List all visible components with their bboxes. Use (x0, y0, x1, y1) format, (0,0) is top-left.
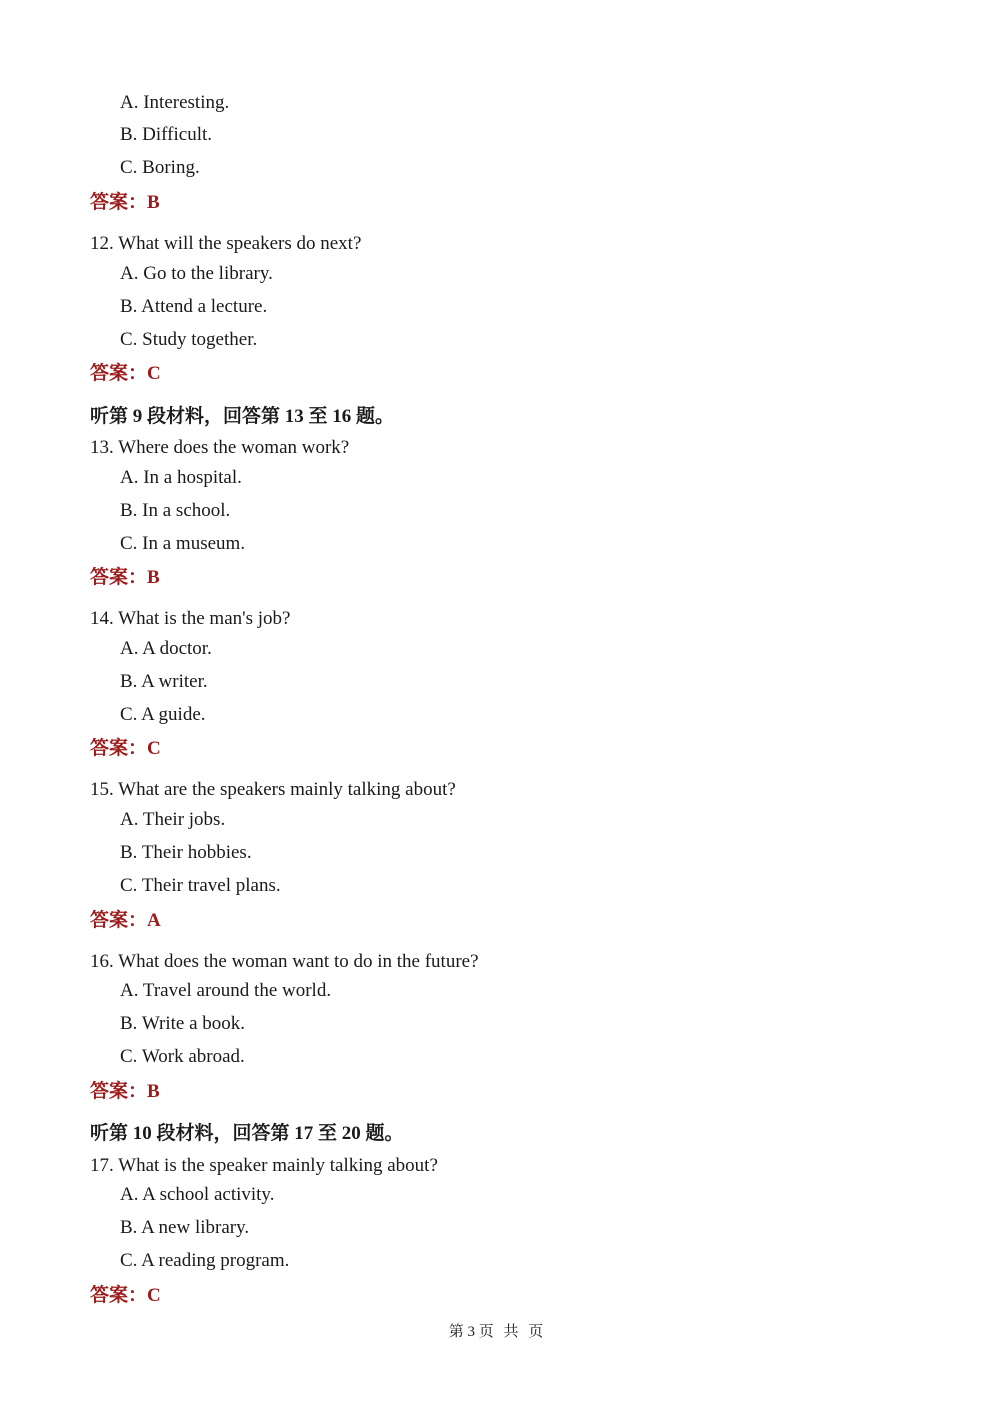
option-line: A. Their jobs. (120, 809, 226, 830)
option-line: A. In a hospital. (120, 467, 242, 488)
option-line: B. Write a book. (120, 1013, 246, 1034)
option-line: C. In a museum. (120, 533, 246, 554)
question-line: 15. What are the speakers mainly talking about? (90, 779, 456, 800)
question-line: 17. What is the speaker mainly talking about? (90, 1155, 438, 1176)
option-line: C. A guide. (120, 704, 206, 725)
question-line: 12. What will the speakers do next? (90, 233, 362, 254)
question-line: 16. What does the woman want to do in the future? (90, 951, 479, 972)
page-footer (0, 1322, 992, 1342)
page-total-label: 共 (503, 1324, 519, 1340)
option-line: B. Difficult. (120, 124, 213, 145)
option-line: A. Travel around the world. (120, 980, 332, 1001)
option-line: B. Attend a lecture. (120, 296, 268, 317)
option-line: B. A writer. (120, 671, 208, 692)
option-line: C. Study together. (120, 329, 258, 350)
answer-line: 答案：B (90, 1081, 160, 1102)
answer-line: 答案：C (90, 1285, 161, 1306)
option-line: A. Interesting. (120, 92, 230, 113)
option-line: A. A doctor. (120, 638, 212, 659)
section-heading: 听第 9 段材料，回答第 13 至 16 题。 (90, 406, 395, 427)
option-line: B. A new library. (120, 1217, 250, 1238)
question-line: 14. What is the man's job? (90, 608, 291, 629)
question-line: 13. Where does the woman work? (90, 437, 350, 458)
option-line: A. A school activity. (120, 1184, 275, 1205)
answer-line: 答案：C (90, 363, 161, 384)
option-line: C. A reading program. (120, 1250, 290, 1271)
section-heading: 听第 10 段材料，回答第 17 至 20 题。 (90, 1123, 404, 1144)
answer-line: 答案：B (90, 192, 160, 213)
page-total-suffix: 页 (528, 1324, 544, 1340)
option-line: C. Their travel plans. (120, 875, 281, 896)
option-line: C. Boring. (120, 157, 200, 178)
answer-line: 答案：A (90, 910, 161, 931)
option-line: B. In a school. (120, 500, 231, 521)
page-number: 第 3 页 (448, 1324, 494, 1340)
option-line: B. Their hobbies. (120, 842, 252, 863)
answer-line: 答案：B (90, 567, 160, 588)
answer-line: 答案：C (90, 738, 161, 759)
option-line: A. Go to the library. (120, 263, 273, 284)
option-line: C. Work abroad. (120, 1046, 245, 1067)
